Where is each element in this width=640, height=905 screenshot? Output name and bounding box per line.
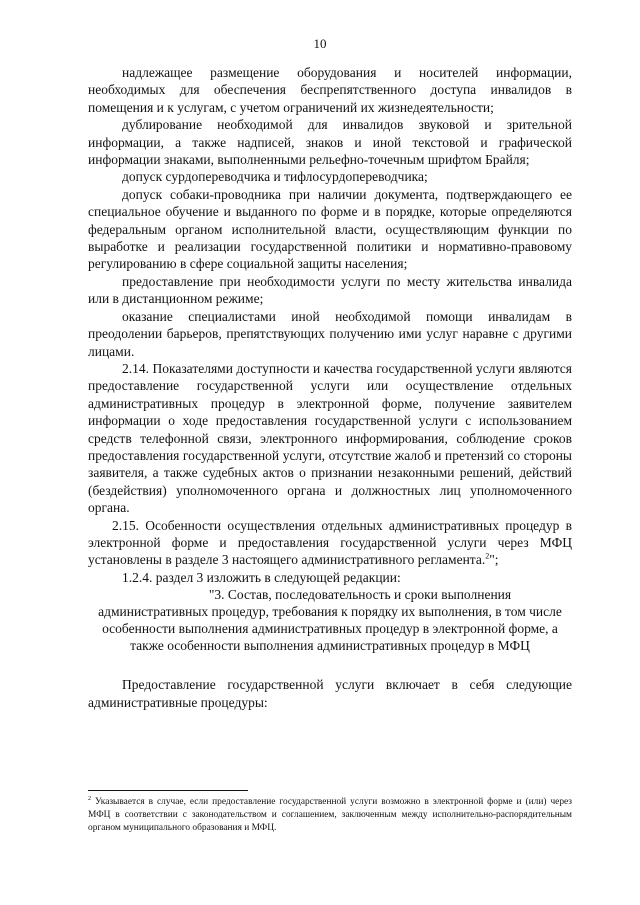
footnote-ref[interactable]: 2 (485, 551, 490, 561)
section-heading (88, 586, 572, 654)
paragraph-p8 (88, 517, 572, 569)
paragraph-p5: предоставление при необходимости услуги по месту жительства инвалида или в дистанционном режиме; (88, 273, 572, 307)
spacer (88, 654, 572, 676)
section-heading-line1: "3. Состав, последовательность и сроки выполнения (208, 587, 512, 603)
footnote-divider (88, 790, 248, 791)
footnote (88, 796, 572, 834)
paragraph-p2: дублирование необходимой для инвалидов звуковой и зрительной информации, а также надписей, знаков и иной текстовой и графической информации знаками, выполненными рельефно-точечным шрифтом Брайля; (88, 117, 572, 168)
page-number: 10 (313, 36, 327, 51)
paragraph-p6: оказание специалистами иной необходимой помощи инвалидам в преодолении барьеров, препятствующих получению ими услуг наравне с другими лицами. (88, 308, 572, 359)
paragraph-p8-text: 2.15. Особенности осуществления отдельных административных процедур в электронной форме и предоставления государственной услуги через МФЦ установлены в разделе 3 настоящего административного регламента. (88, 517, 572, 568)
paragraph-p9: 1.2.4. раздел 3 изложить в следующей редакции: (122, 569, 401, 585)
paragraph-after-heading: Предоставление государственной услуги включает в себя следующие административные процедуры: (88, 677, 572, 710)
paragraph-p3: допуск сурдопереводчика и тифлосурдопереводчика; (122, 169, 428, 185)
paragraph-p1: надлежащее размещение оборудования и носителей информации, необходимых для обеспечения беспрепятственного доступа инвалидов в помещения и к услугам, с учетом ограничений их жизнедеятельности; (88, 65, 572, 115)
body-text (88, 64, 572, 711)
section-heading-rest: административных процедур, требования к порядку их выполнения, в том числе особенности выполнения административных процедур в электронной форме, а также особенности выполнения административных процедур в МФЦ (98, 604, 562, 654)
footnote-text: Указывается в случае, если предоставление государственной услуги возможно в электронной форме и (или) через МФЦ в соответствии с законодательством и соглашением, заключенным между исполнительно-распорядительным органом муниципального образования и МФЦ. (88, 797, 572, 833)
paragraph-p4: допуск собаки-проводника при наличии документа, подтверждающего ее специальное обучение и выданного по форме и в порядке, которые определяются федеральным органом исполнительной власти, осуществляющим функции по выработке и реализации государственной политики и нормативно-правовому регулированию в сфере социальной защиты населения; (88, 186, 572, 272)
footnote-marker: 2 (88, 795, 91, 802)
paragraph-p7: 2.14. Показателями доступности и качества государственной услуги являются предоставление государственной услуги или осуществление отдельных административных процедур в электронной форме, получение заявителем информации о ходе предоставления государственной услуги с использованием средств телефонной связи, электронного информирования, соблюдение сроков предоставления государственной услуги, отсутствие жалоб и претензий со стороны заявителя, а также судебных актов о признании незаконными решений, действий (бездействия) уполномоченного органа и должностных лиц уполномоченного органа. (88, 360, 572, 516)
paragraph-p8-suffix: "; (489, 552, 499, 568)
